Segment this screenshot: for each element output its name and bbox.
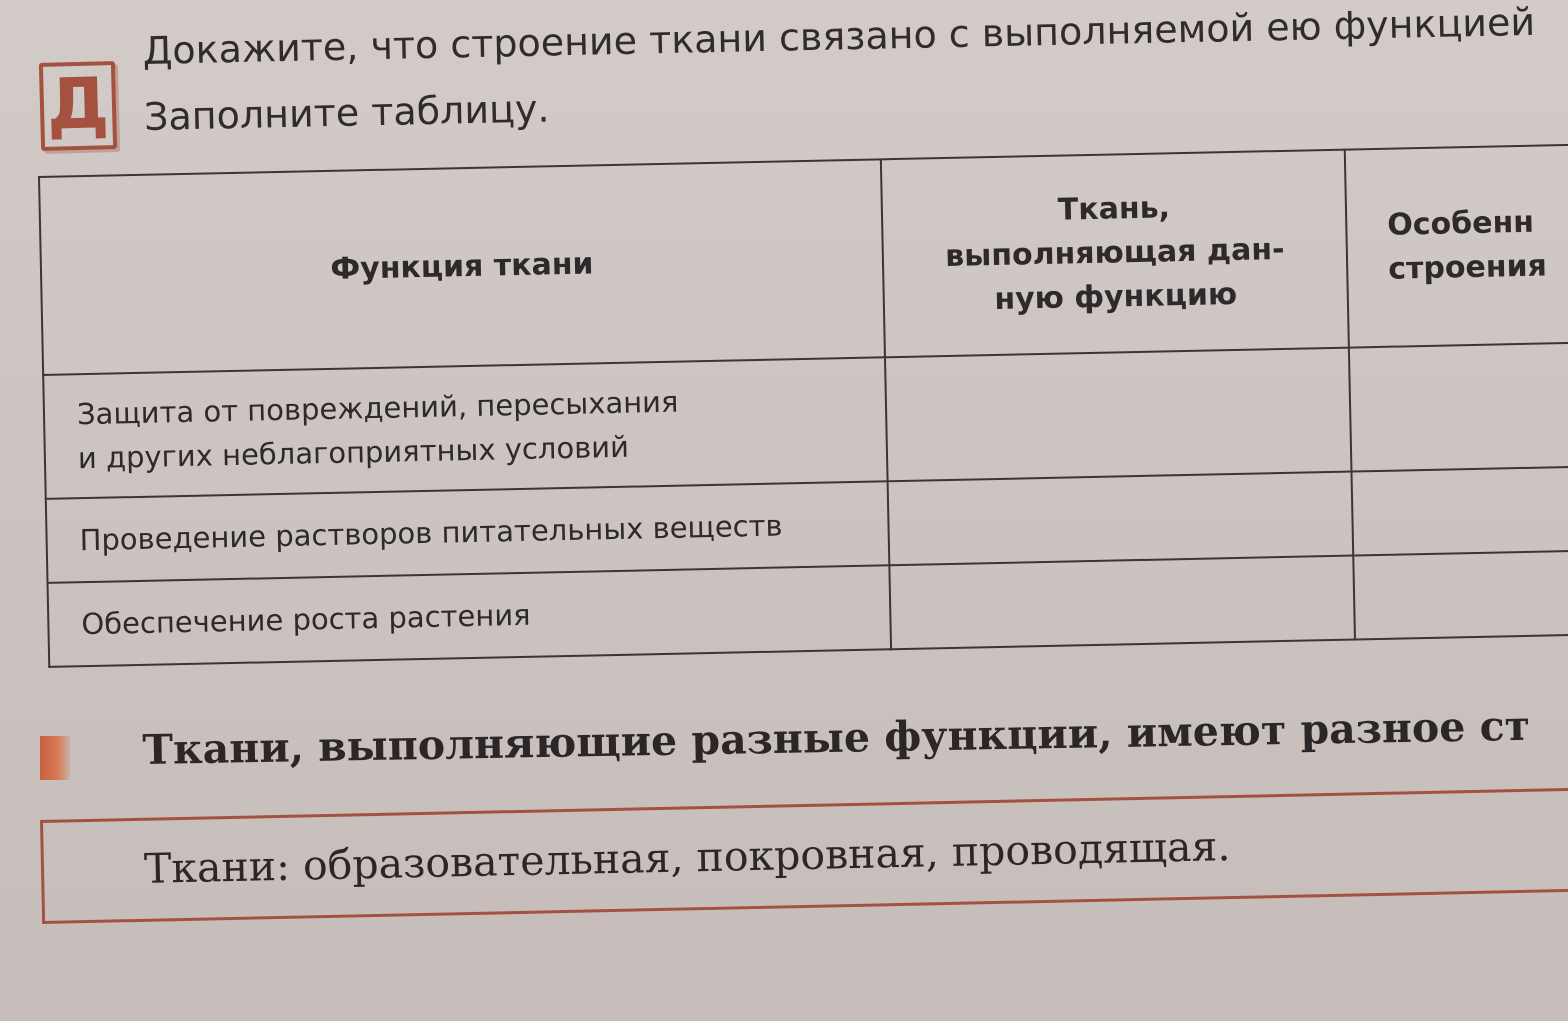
features-answer-cell[interactable]	[1353, 550, 1568, 639]
tissue-answer-cell[interactable]	[888, 472, 1354, 566]
function-cell: Проведение растворов питательных веществ	[46, 481, 890, 583]
features-answer-cell[interactable]	[1349, 342, 1568, 471]
task-line-2: Заполните таблицу.	[143, 86, 550, 139]
statement-marker	[40, 736, 70, 780]
task-badge	[39, 61, 117, 151]
tissue-answer-cell[interactable]	[889, 556, 1355, 650]
statement-text: Ткани, выполняющие разные функции, имеют разное ст	[142, 701, 1531, 774]
hint-box	[40, 787, 1568, 924]
table-header-row	[39, 144, 1568, 375]
header-features: Особенн строения	[1345, 144, 1568, 347]
task-badge-letter: Д	[45, 62, 111, 146]
tissue-answer-cell[interactable]	[885, 348, 1351, 482]
header-function: Функция ткани	[39, 159, 885, 375]
tissue-table	[38, 143, 1568, 668]
task-instructions	[142, 0, 1564, 150]
header-tissue: Ткань, выполняющая дан- ную функцию	[881, 150, 1349, 358]
hint-text: Ткани: образовательная, покровная, проводящая.	[143, 822, 1231, 893]
features-answer-cell[interactable]	[1351, 466, 1568, 555]
function-cell: Обеспечение роста растения	[48, 565, 892, 667]
tissue-table-container	[38, 143, 1568, 668]
function-cell: Защита от повреждений, пересыхания и других неблагоприятных условий	[43, 357, 887, 499]
task-line-1: Докажите, что строение ткани связано с выполняемой ею функцией	[142, 0, 1536, 73]
